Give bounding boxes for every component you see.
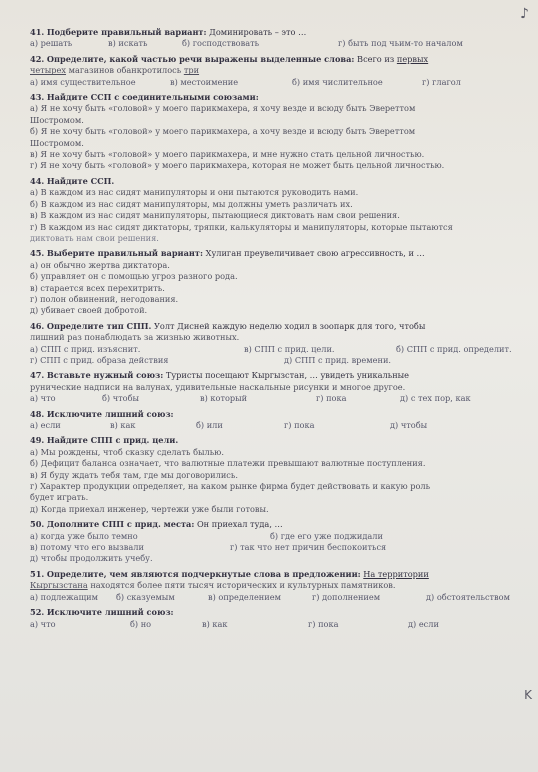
option: в) потому что его вызвали bbox=[30, 542, 144, 553]
question-title: Подберите правильный вариант: bbox=[46, 27, 207, 37]
option: г) СПП с прид. образа действия bbox=[30, 354, 169, 365]
question-heading bbox=[30, 92, 524, 103]
question-48 bbox=[30, 409, 524, 432]
option: а) когда уже было темно bbox=[30, 530, 138, 541]
option-line: б) управляет он с помощью угроз разного рода. bbox=[30, 271, 238, 282]
option: в) который bbox=[200, 393, 248, 404]
options-row bbox=[30, 77, 524, 88]
option-line: а) Мы рождены, чтоб сказку сделать былью. bbox=[30, 446, 224, 457]
option-line: г) Я не хочу быть «головой» у моего парикмахера, которая не может быть цельной личностью. bbox=[30, 160, 445, 171]
option: г) пока bbox=[308, 618, 339, 629]
question-title: Исключите лишний союз: bbox=[46, 607, 174, 618]
question-text-line bbox=[30, 580, 524, 591]
question-heading bbox=[30, 370, 524, 381]
side-mark: K bbox=[524, 688, 532, 702]
options-row bbox=[30, 355, 524, 366]
option-line: в) В каждом из нас сидят манипуляторы, пытающиеся диктовать нам свои решения. bbox=[30, 210, 400, 221]
option: г) быть под чьим-то началом bbox=[338, 38, 463, 49]
option: в) искать bbox=[108, 38, 148, 49]
question-heading bbox=[30, 607, 524, 618]
option: в) местоимение bbox=[170, 76, 239, 87]
option: в) определением bbox=[208, 591, 281, 602]
question-title: Дополните СПП с прид. места: bbox=[46, 519, 195, 530]
question-44 bbox=[30, 176, 524, 244]
question-text: Хулиган преувеличивает свою агрессивность, и … bbox=[205, 248, 425, 259]
option-line: в) Я не хочу быть «головой» у моего парикмахера, и мне нужно стать цельной личностью. bbox=[30, 149, 425, 160]
option: г) дополнением bbox=[312, 591, 381, 602]
option-line: д) Когда приехал инженер, чертежи уже были готовы. bbox=[30, 503, 269, 514]
options-row bbox=[30, 619, 524, 630]
question-heading bbox=[30, 569, 524, 580]
options-row bbox=[30, 531, 524, 542]
option: в) как bbox=[110, 420, 136, 430]
option: д) если bbox=[408, 618, 439, 629]
question-title: Выберите правильный вариант: bbox=[46, 248, 204, 259]
options-row bbox=[30, 542, 524, 553]
underlined-word: четырех bbox=[30, 65, 67, 76]
question-number: 50. bbox=[30, 519, 45, 530]
option-line: будет играть. bbox=[30, 492, 89, 503]
question-text-line: лишний раз понаблюдать за жизнью животных. bbox=[30, 332, 240, 343]
options-row bbox=[30, 553, 524, 564]
question-list bbox=[30, 27, 524, 634]
option: б) господствовать bbox=[182, 38, 260, 49]
question-number: 47. bbox=[30, 370, 45, 381]
question-45 bbox=[30, 248, 524, 316]
option: г) пока bbox=[316, 393, 347, 404]
question-heading bbox=[30, 519, 524, 530]
option-line: в) Я буду ждать тебя там, где мы договорились. bbox=[30, 469, 238, 480]
options-row bbox=[30, 393, 524, 404]
question-text-line: рунические надписи на валунах, удивительные наскальные рисунки и многое другое. bbox=[30, 381, 406, 392]
option-line: г) Характер продукции определяет, на каком рынке фирма будет действовать и какую роль bbox=[30, 481, 431, 492]
option: б) имя числительное bbox=[292, 76, 383, 87]
option: г) так что нет причин беспокоиться bbox=[230, 542, 387, 553]
options-row bbox=[30, 38, 524, 49]
question-text: находятся более пяти тысяч исторических и культурных памятников. bbox=[90, 580, 396, 591]
question-50 bbox=[30, 519, 524, 565]
question-title: Исключите лишний союз: bbox=[46, 408, 174, 419]
option: в) как bbox=[202, 618, 228, 629]
option: б) где его уже поджидали bbox=[270, 530, 383, 541]
question-47 bbox=[30, 370, 524, 404]
option-line: г) полон обвинений, негодования. bbox=[30, 293, 179, 304]
option: д) СПП с прид. времени. bbox=[284, 354, 392, 365]
question-title: Найдите ССП с соединительными союзами: bbox=[46, 92, 259, 103]
question-43 bbox=[30, 92, 524, 172]
question-number: 43. bbox=[30, 92, 45, 103]
question-number: 41. bbox=[30, 27, 45, 37]
question-text-line bbox=[30, 65, 524, 76]
option-line: б) В каждом из нас сидят манипуляторы, мы должны уметь различать их. bbox=[30, 198, 353, 209]
question-heading bbox=[30, 409, 524, 420]
option-line: Шостромом. bbox=[30, 137, 84, 148]
option: д) обстоятельством bbox=[426, 591, 510, 602]
question-heading bbox=[30, 176, 524, 187]
option: б) или bbox=[196, 420, 223, 430]
option: а) СПП с прид. изъяснит. bbox=[30, 343, 141, 354]
question-number: 45. bbox=[30, 248, 45, 259]
option: в) СПП с прид. цели. bbox=[244, 343, 335, 354]
option: д) чтобы продолжить учебу. bbox=[30, 553, 153, 564]
question-text: магазинов обанкротилось bbox=[68, 65, 182, 76]
question-number: 52. bbox=[30, 607, 45, 618]
option-line: в) старается всех перехитрить. bbox=[30, 282, 165, 293]
option: г) глагол bbox=[422, 76, 461, 87]
option: а) имя существительное bbox=[30, 76, 136, 87]
question-title: Найдите СПП с прид. цели. bbox=[46, 435, 179, 446]
question-text: Уолт Дисней каждую неделю ходил в зоопарк для того, чтобы bbox=[154, 320, 426, 331]
question-number: 42. bbox=[30, 53, 45, 64]
question-41 bbox=[30, 27, 524, 50]
question-title: Определите, какой частью речи выражены выделенные слова: bbox=[46, 53, 355, 64]
underlined-word: Кыргызстана bbox=[30, 580, 88, 591]
question-heading bbox=[30, 54, 524, 65]
option: д) чтобы bbox=[390, 420, 428, 430]
option-line: д) убивает своей добротой. bbox=[30, 305, 148, 316]
options-row bbox=[30, 592, 524, 603]
option: б) но bbox=[130, 618, 152, 629]
option: а) что bbox=[30, 393, 56, 404]
option-line: а) он обычно жертва диктатора. bbox=[30, 259, 170, 270]
question-heading bbox=[30, 248, 524, 259]
question-52 bbox=[30, 607, 524, 630]
underlined-word: три bbox=[183, 65, 200, 76]
question-number: 49. bbox=[30, 435, 45, 446]
question-heading bbox=[30, 435, 524, 446]
option: б) сказуемым bbox=[116, 591, 175, 602]
question-title: Найдите ССП. bbox=[46, 175, 115, 186]
question-number: 48. bbox=[30, 408, 45, 419]
question-text: Туристы посещают Кыргызстан, … увидеть уникальные bbox=[165, 370, 410, 381]
question-text: Доминировать – это … bbox=[209, 27, 307, 37]
option: б) чтобы bbox=[102, 393, 140, 404]
option: а) если bbox=[30, 420, 61, 430]
option: а) подлежащим bbox=[30, 591, 99, 602]
question-42 bbox=[30, 54, 524, 88]
option: д) с тех пор, как bbox=[400, 393, 471, 404]
question-heading bbox=[30, 27, 524, 38]
question-49 bbox=[30, 435, 524, 515]
question-46 bbox=[30, 321, 524, 367]
underlined-word: На территории bbox=[363, 568, 429, 579]
option-line: диктовать нам свои решения. bbox=[30, 232, 159, 243]
question-number: 46. bbox=[30, 320, 45, 331]
options-row bbox=[30, 420, 524, 431]
options-row bbox=[30, 344, 524, 355]
option-line: г) В каждом из нас сидят диктаторы, тряпки, калькуляторы и манипуляторы, которые пытаются bbox=[30, 221, 453, 232]
option: б) СПП с прид. определит. bbox=[396, 343, 512, 354]
question-number: 51. bbox=[30, 568, 45, 579]
option: г) пока bbox=[284, 420, 315, 430]
option: а) что bbox=[30, 618, 56, 629]
option-line: а) Я не хочу быть «головой» у моего парикмахера, я хочу везде и всюду быть Эвереттом bbox=[30, 103, 416, 114]
question-title: Вставьте нужный союз: bbox=[46, 370, 164, 381]
option-line: б) Я не хочу быть «головой» у моего парикмахера, а хочу везде и всюду быть Эвереттом bbox=[30, 126, 416, 137]
option-line: а) В каждом из нас сидят манипуляторы и они пытаются руководить нами. bbox=[30, 187, 359, 198]
question-51 bbox=[30, 569, 524, 603]
option-line: Шостромом. bbox=[30, 114, 84, 125]
underlined-word: первых bbox=[396, 53, 429, 64]
question-title: Определите, чем являются подчеркнутые слова в предложении: bbox=[46, 568, 361, 579]
question-title: Определите тип СПП. bbox=[46, 320, 152, 331]
option: а) решать bbox=[30, 38, 73, 49]
question-number: 44. bbox=[30, 175, 45, 186]
question-text: Всего из bbox=[357, 53, 395, 64]
corner-mark: ♪ bbox=[520, 6, 529, 22]
question-text: Он приехал туда, … bbox=[196, 519, 283, 530]
question-heading bbox=[30, 321, 524, 332]
option-line: б) Дефицит баланса означает, что валютные платежи превышают валютные поступления. bbox=[30, 458, 426, 469]
